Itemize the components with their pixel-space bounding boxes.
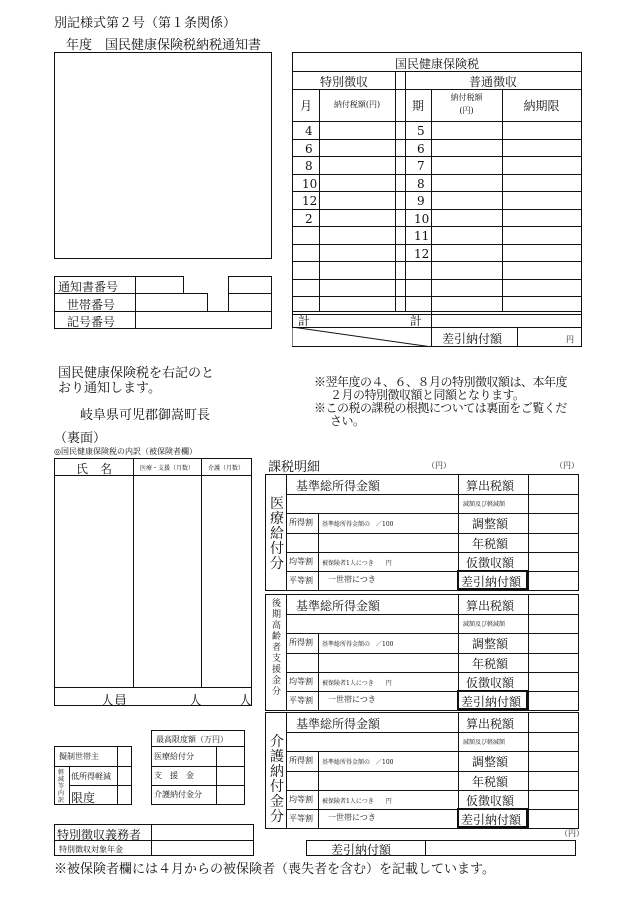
flat-note: 一世帯につき — [328, 695, 376, 704]
special-month-6: 6 — [305, 141, 313, 156]
back-label: （裏面） — [54, 431, 107, 446]
income-pct-label: 所得割 — [289, 756, 313, 766]
special-month-8: 8 — [305, 159, 313, 173]
provisional-label: 仮徴収額 — [466, 555, 515, 570]
care-months-heading: 介護（月数） — [207, 465, 244, 472]
detail-yen-right: （円） — [555, 461, 579, 470]
detail-section-2 — [265, 594, 579, 711]
ordinary-amount-unit: (円) — [459, 106, 474, 115]
limit-label: 限度 — [71, 791, 96, 805]
income-pct-label: 所得割 — [289, 518, 313, 528]
month-heading: 月 — [299, 99, 312, 113]
household-no-label: 世帯番号 — [67, 298, 116, 312]
household-no-extra — [228, 293, 272, 312]
reduction-label: 軽減等内訳 — [58, 769, 65, 804]
special-pension-label: 特別徴収対象年金 — [59, 845, 123, 854]
base-income-label: 基準総所得金額 — [296, 479, 381, 493]
front-balance-row — [431, 327, 582, 347]
notice-line-2: おり通知します。 — [58, 381, 161, 396]
flat-note: 一世帯につき — [328, 575, 376, 584]
calc-tax-label: 算出税額 — [466, 599, 515, 613]
form-id: 別記様式第２号（第１条関係） — [54, 16, 237, 31]
tax-row-line — [293, 226, 581, 227]
annual-tax-label: 年税額 — [472, 774, 509, 789]
balance-label: 差引納付額 — [461, 813, 522, 827]
care-portion-label: 介護納付金分 — [154, 790, 202, 799]
flat-label: 平等割 — [289, 814, 313, 823]
calc-tax-label: 算出税額 — [466, 479, 515, 493]
note-1a: ※翌年度の４、６、８月の特別徴収額は、本年度 — [314, 375, 568, 389]
tax-row-line — [293, 191, 581, 192]
special-month-4: 4 — [305, 124, 313, 138]
ordinary-term-6: 6 — [417, 141, 425, 156]
persons-unit-medical: 人 — [189, 694, 203, 709]
annual-tax-label: 年税額 — [472, 656, 509, 671]
ordinary-term-12: 12 — [414, 246, 430, 261]
name-heading: 氏 名 — [75, 462, 112, 476]
ordinary-term-9: 9 — [417, 194, 425, 208]
issuer: 岐阜県可児郡御嵩町長 — [80, 408, 211, 423]
calc-tax-label: 算出税額 — [466, 717, 515, 731]
per-capita-label: 均等割 — [289, 676, 313, 686]
reduced-label: 減額及び軽減額 — [463, 739, 506, 747]
ordinary-term-10: 10 — [414, 211, 430, 226]
reduced-label: 減額及び軽減額 — [463, 501, 506, 509]
special-month-12: 12 — [302, 194, 318, 208]
front-balance-yen: 円 — [566, 335, 574, 344]
balance-label: 差引納付額 — [461, 695, 522, 709]
section-label-1: 医療給付分 — [270, 496, 284, 572]
tax-table-title: 国民健康保険税 — [394, 57, 479, 71]
special-collection-heading: 特別徴収 — [319, 75, 368, 89]
reduced-label: 減額及び軽減額 — [463, 621, 506, 629]
provisional-label: 仮徴収額 — [466, 675, 515, 690]
due-date-heading: 納期限 — [523, 99, 560, 113]
special-amount-heading: 納付税額(円) — [333, 100, 381, 109]
balance-diagonal — [292, 327, 432, 347]
adjust-label: 調整額 — [472, 637, 509, 652]
note-2a: ※この税の課税の根拠については裏面をご覧くだ — [314, 401, 567, 415]
detail-section-3 — [265, 712, 579, 829]
per-capita-note: 被保険者1人につき 円 — [322, 797, 392, 805]
record-no-row — [54, 311, 272, 329]
base-income-label: 基準総所得金額 — [296, 717, 381, 731]
special-obligor-label: 特別徴収義務者 — [57, 828, 142, 842]
detail-yen-left: （円） — [427, 461, 451, 470]
record-no-label: 記号番号 — [67, 315, 116, 329]
ordinary-term-11: 11 — [414, 229, 430, 243]
persons-label: 人員 — [101, 694, 128, 709]
household-no-row — [54, 293, 208, 312]
tax-row-line — [293, 296, 581, 297]
term-heading: 期 — [411, 99, 424, 113]
tax-row-line — [293, 156, 581, 157]
special-pension-row — [54, 840, 254, 856]
notice-title: 年度 国民健康保険税納税通知書 — [66, 38, 262, 53]
tax-table — [292, 52, 582, 328]
detail-section-1 — [265, 474, 579, 591]
base-income-label: 基準総所得金額 — [296, 599, 381, 613]
section-label-2: 後期高齢者支援金分 — [272, 599, 282, 697]
persons-unit-care: 人 — [239, 694, 253, 709]
provisional-label: 仮徴収額 — [466, 793, 515, 808]
notice-no-row — [54, 276, 184, 294]
tax-row-line — [293, 314, 581, 315]
final-yen: （円） — [560, 829, 584, 838]
per-capita-note: 被保険者1人につき 円 — [322, 679, 392, 687]
detail-title: 課税明細 — [268, 460, 321, 475]
flat-note: 一世帯につき — [328, 813, 376, 822]
max-limit-heading-cell — [151, 730, 245, 747]
ordinary-term-8: 8 — [417, 176, 425, 191]
head-of-household-label: 擬制世帯主 — [59, 752, 99, 761]
front-balance-label: 差引納付額 — [442, 332, 503, 346]
annual-tax-label: 年税額 — [472, 536, 509, 551]
balance-label: 差引納付額 — [461, 575, 522, 589]
footnote: ※被保険者欄には４月からの被保険者（喪失者を含む）を記載しています。 — [54, 862, 495, 877]
reduction-block — [54, 746, 132, 805]
income-pct-label: 所得割 — [289, 638, 313, 648]
low-income-label: 低所得軽減 — [71, 772, 111, 781]
notice-no-extra — [228, 276, 272, 294]
income-pct-note: 基準総所得金額の ／100 — [322, 641, 394, 649]
final-balance-row — [306, 840, 576, 856]
ordinary-term-5: 5 — [417, 124, 425, 138]
support-label: 支 援 金 — [154, 771, 194, 780]
special-month-10: 10 — [302, 176, 318, 191]
per-capita-label: 均等割 — [289, 556, 313, 566]
insured-table — [54, 458, 253, 709]
income-pct-note: 基準総所得金額の ／100 — [322, 521, 394, 529]
ordinary-amount-heading: 納付税額 — [450, 93, 483, 102]
notice-line-1: 国民健康保険税を右記のと — [58, 366, 215, 381]
ordinary-collection-heading: 普通徴収 — [468, 75, 517, 89]
medical-portion-label: 医療給付分 — [154, 752, 194, 761]
note-2b: さい。 — [330, 414, 365, 428]
per-capita-label: 均等割 — [289, 794, 313, 804]
final-balance-label: 差引納付額 — [331, 843, 392, 857]
medical-months-heading: 医療・支援（月数） — [139, 465, 194, 472]
tax-row-line — [293, 209, 581, 210]
special-total-label: 計 — [298, 314, 311, 328]
address-box — [54, 52, 272, 259]
max-limit-heading: 最高限度額（万円） — [156, 735, 228, 744]
breakdown-title: ◎国民健康保険税の内訳（被保険者欄） — [54, 447, 197, 456]
note-1b: ２月の特別徴収額と同額となります。 — [330, 388, 525, 402]
ordinary-total-label: 計 — [410, 314, 423, 328]
tax-row-line — [293, 174, 581, 175]
notice-no-label: 通知書番号 — [58, 280, 119, 294]
per-capita-note: 被保険者1人につき 円 — [322, 559, 392, 567]
flat-label: 平等割 — [289, 696, 313, 705]
adjust-label: 調整額 — [472, 517, 509, 532]
ordinary-term-7: 7 — [417, 159, 425, 173]
tax-row-line — [293, 244, 581, 245]
special-obligor-row — [54, 824, 254, 841]
flat-label: 平等割 — [289, 576, 313, 585]
special-month-2: 2 — [305, 211, 313, 226]
tax-row-line — [293, 139, 581, 140]
income-pct-note: 基準総所得金額の ／100 — [322, 759, 394, 767]
section-label-3: 介護納付金分 — [270, 734, 284, 825]
limit-block — [151, 746, 245, 805]
adjust-label: 調整額 — [472, 755, 509, 770]
tax-row-line — [293, 279, 581, 280]
tax-row-line — [293, 261, 581, 262]
